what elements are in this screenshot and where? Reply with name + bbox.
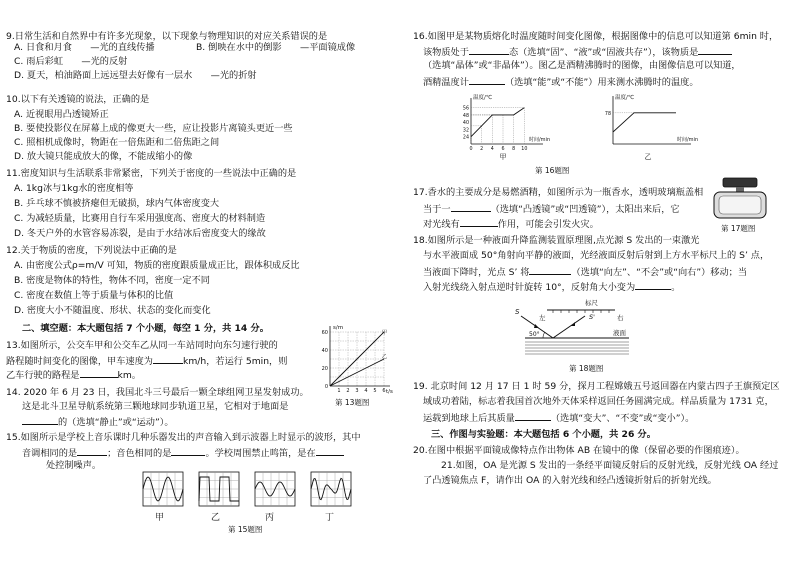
q16-line2-text-a: 该物质处于 — [423, 47, 469, 58]
q17-perfume-bottle-figure — [709, 176, 771, 220]
q17-line1: 17.香水的主要成分是易燃酒精，如图所示为一瓶香水，透明玻璃瓶盖相 — [413, 187, 704, 198]
q14-line1: 14. 2020 年 6 月 23 日，我国北斗三号最后一颗全球组网卫星发射成功。 — [6, 387, 309, 398]
q21-line1: 21.如图，OA 是光源 S 发出的一条经平面镜反射后的反射光线，反射光线 OA 经过 — [441, 460, 779, 471]
q17-blank-effect[interactable] — [460, 216, 498, 227]
q17-line2-text-a: 当于一 — [423, 204, 451, 215]
q19-line3-text-a: 运载到地球上后其质量 — [423, 413, 515, 424]
q16a-x-tick-label: 4 — [490, 147, 494, 152]
q16-line2-text-b: 态（选填“固”、“液”或“固液共存”），该物质是 — [508, 47, 699, 58]
q11-option-a: A. 1kg冰与1kg水的密度相等 — [14, 183, 134, 194]
q18-line1: 18.如图所示是一种液面升降监测装置原理图,点光源 S 发出的一束激光 — [413, 235, 700, 246]
q16-boiling-chart — [593, 92, 713, 162]
q10-option-c: C. 照相机成像时，物距在一倍焦距和二倍焦距之间 — [14, 137, 220, 148]
q12-option-a: A. 由密度公式ρ=m/V 可知，物质的密度跟质量成正比，跟体积成反比 — [14, 260, 300, 271]
q15-scope-1 — [143, 472, 183, 506]
q12-option-c: C. 密度在数值上等于质量与体积的比值 — [14, 290, 174, 301]
q12-stem-b: 下列说法中正确的是 — [94, 245, 177, 256]
q18-line3-text-b: （选填“向左”、“不会”或“向右”）移动；当 — [571, 267, 748, 278]
q13-line2-text-a: 路程随时间变化的图像，甲车速度为 — [6, 356, 153, 367]
q16-line4-text-a: 酒精温度计 — [423, 77, 469, 88]
q13-y-tick-label: 40 — [321, 348, 328, 354]
q10-stem: 10.以下有关透镜的说法，正确的是 — [6, 94, 150, 105]
q18-line3-text-a: 当液面下降时，光点 S’ 将 — [423, 267, 530, 278]
q13-series-label-1: 甲 — [382, 330, 388, 336]
q15-scope-2 — [199, 472, 239, 506]
q11-stem: 11.密度知识与生活联系非常紧密，下列关于密度的一些说法中正确的是 — [6, 168, 297, 179]
q15-blank-timbre[interactable] — [171, 445, 205, 456]
q16-line1: 16.如图甲是某物质熔化时温度随时间变化图像，根据图像中的信息可以知道第 6min 时， — [413, 31, 779, 42]
q13-line3-text-b: km。 — [117, 370, 141, 381]
q20-text: 20.在图中根据平面镜成像特点作出物体 AB 在镜中的像（保留必要的作图痕迹）。 — [413, 445, 745, 456]
q15-label-bing: 丙 — [265, 513, 275, 523]
q15-line2-text-b: ；音色相同的是 — [107, 448, 172, 459]
q16b-sub-label: 乙 — [644, 153, 652, 161]
q17-line2 — [423, 201, 680, 217]
q11-option-b: B. 乒乓球不慎被挤瘪但无破损，球内气体密度变大 — [14, 198, 220, 209]
q19-line1: 19. 北京时间 12 月 17 日 1 时 59 分，探月工程嫦娥五号返回器在内蒙古四子王旗预定区 — [413, 381, 780, 392]
q16-line4-text-b: （选填“能”或“不能”）用来测水沸腾时的温度。 — [504, 77, 699, 88]
q14-line3-text: 的（选填“静止”或“运动”）。 — [58, 417, 174, 428]
q18-line4-text-a: 入射光线绕入射点逆时针旋转 10°，反射角大小变为 — [423, 282, 636, 293]
q18-line2: 与水平液面成 50°角射向平静的液面，光经液面反射后射到上方水平标尺上的 S’ 点， — [423, 250, 770, 261]
q13-line1: 13.如图所示，公交车甲和公交车乙从同一车站同时向东匀速行驶的 — [6, 340, 278, 351]
q19-line2: 域成功着陆，标志着我国首次地外天体采样返回任务圆满完成。样品质量为 1731 克， — [423, 396, 774, 407]
q13-y-tick-label: 20 — [321, 366, 328, 372]
q13-blank-speed[interactable] — [153, 353, 183, 364]
q16a-x-tick-label: 6 — [501, 147, 505, 152]
q9-option-a: A. 日食和月食 —光的直线传播 — [14, 42, 155, 53]
q13-x-tick-label: 2 — [346, 388, 350, 394]
q18-blank-direction[interactable] — [529, 264, 571, 275]
q15-line2-text-c: 。学校周围禁止鸣笛，是在 — [205, 448, 316, 459]
q13-caption: 第 13题图 — [335, 398, 370, 407]
q15-blank-pitch[interactable] — [77, 445, 107, 456]
q14-blank[interactable] — [22, 414, 58, 425]
q16b-y-axis-label: 温度/℃ — [615, 95, 635, 101]
q10-option-b: B. 要使投影仪在屏幕上成的像更大一些，应让投影片离镜头更近一些 — [14, 123, 293, 134]
q16-line2 — [423, 44, 732, 60]
q18-label-liquid: 液面 — [613, 329, 626, 337]
q16a-y-tick-label: 48 — [462, 113, 469, 119]
q9-option-d: D. 夏天，柏油路面上远远望去好像有一层水 —光的折射 — [14, 70, 257, 81]
q15-blank-noise[interactable] — [316, 445, 344, 456]
q18-liquid-level-figure — [509, 296, 649, 360]
q19-line3-text-b: （选填“变大”、“不变”或“变小”）。 — [550, 413, 695, 424]
q14-line2: 这是北斗卫星导航系统第三颗地球同步轨道卫星，它相对于地面是 — [22, 401, 289, 412]
q16b-series-line — [613, 113, 676, 132]
q16-melting-chart — [453, 92, 563, 162]
q16a-y-tick-label: 40 — [462, 121, 469, 127]
q13-x-axis-label: t/s — [386, 389, 393, 395]
q15-line1: 15.如图所示是学校上音乐课时几种乐器发出的声音输入到示波器上时显示的波形，其中 — [6, 432, 361, 443]
q16a-y-tick-label: 24 — [462, 135, 469, 141]
q15-caption: 第 15题图 — [228, 525, 263, 534]
q18-label-ruler: 标尺 — [585, 299, 598, 307]
q10-option-a: A. 近视眼用凸透镜矫正 — [14, 109, 109, 120]
q15-label-jia: 甲 — [155, 513, 165, 523]
q18-label-s: S — [515, 308, 520, 316]
q13-series-label-2: 乙 — [382, 354, 388, 360]
q13-x-tick-label: 5 — [373, 388, 377, 394]
q18-label-angle: 50° — [529, 331, 540, 338]
q16a-x-tick-label: 2 — [480, 147, 484, 152]
q9-option-c: C. 雨后彩虹 —光的反射 — [14, 56, 128, 67]
q11-option-d: D. 冬天户外的水管容易冻裂，是由于水结冰后密度变大的缘故 — [14, 228, 266, 239]
q15-scope-4 — [311, 472, 351, 506]
q18-label-left: 左 — [539, 314, 546, 322]
q16a-sub-label: 甲 — [499, 153, 507, 161]
q21-line2: 了凸透镜焦点 F，请作出 OA 的入射光线和经凸透镜折射后的折射光线。 — [423, 475, 717, 486]
q14-line3 — [22, 414, 174, 430]
q16b-y-tick-label: 78 — [604, 111, 611, 117]
q16a-y-axis-label: 温度/℃ — [473, 95, 493, 101]
q17-line3 — [423, 216, 599, 232]
q16-line3: （选填“晶体”或“非晶体”）。图乙是酒精沸腾时的图像，由图像信息可以知道， — [423, 60, 741, 71]
q16a-x-axis-label: 时间/min — [529, 137, 551, 143]
q15-label-yi: 乙 — [211, 513, 221, 523]
q12-option-b: B. 密度是物体的特性，物体不同，密度一定不同 — [14, 275, 210, 286]
q10-option-d: D. 放大镜只能成放大的像，不能成缩小的像 — [14, 151, 193, 162]
q12-option-d: D. 密度大小不随温度、形状、状态的变化而变化 — [14, 305, 211, 316]
q16-blank-crystal[interactable] — [698, 44, 732, 55]
q18-label-right: 右 — [617, 314, 624, 322]
q13-y-axis-label: s/m — [333, 325, 344, 331]
q15-line3: 处控制噪声。 — [46, 460, 102, 471]
q16a-x-tick-label: 10 — [521, 147, 528, 152]
q16a-series-line — [471, 108, 524, 137]
q17-blank-lens[interactable] — [451, 201, 491, 212]
q18-caption: 第 18题图 — [569, 364, 604, 373]
q15-label-ding: 丁 — [325, 513, 335, 523]
q16-blank-state[interactable] — [469, 44, 509, 55]
q19-line3 — [423, 410, 694, 426]
q12-stem-a: 12.关于物质的密度， — [6, 245, 95, 256]
q13-line2-text-b: km/h，若运行 5min，则 — [183, 356, 288, 367]
q15-scope-3 — [255, 472, 295, 506]
q13-x-tick-label: 6 — [382, 388, 386, 394]
q16-blank-thermometer[interactable] — [469, 74, 505, 85]
q16-line4 — [423, 74, 699, 90]
q16a-x-tick-label: 0 — [469, 147, 473, 152]
q16a-y-tick-label: 56 — [462, 106, 469, 112]
q13-y-tick-label: 60 — [321, 330, 328, 336]
q18-line4 — [423, 279, 680, 295]
q12-stem — [6, 244, 177, 258]
q15-line2-text-a: 音调相同的是 — [22, 448, 78, 459]
q17-line3-text-b: 作用，可能会引发火灾。 — [497, 219, 599, 230]
q16a-x-tick-label: 8 — [512, 147, 516, 152]
section-drawing-heading: 三、作图与实验题：本大题包括 6 个小题，共 26 分。 — [431, 429, 656, 440]
q19-blank-mass[interactable] — [515, 410, 551, 421]
q13-line3 — [6, 367, 141, 383]
section-fill-in-heading: 二、填空题：本大题包括 7 个小题，每空 1 分，共 14 分。 — [22, 323, 269, 334]
q13-x-tick-label: 4 — [364, 388, 368, 394]
q17-caption: 第 17题图 — [721, 224, 756, 233]
q16b-x-axis-label: 时间/min — [677, 137, 699, 143]
q13-blank-distance[interactable] — [80, 367, 118, 378]
q9-option-b: B. 倒映在水中的倒影 —平面镜成像 — [196, 42, 356, 53]
q13-line3-text-a: 乙车行驶的路程是 — [6, 370, 80, 381]
q17-line3-text-a: 对光线有 — [423, 219, 460, 230]
q17-line2-text-b: （选填“凸透镜”或“凹透镜”），太阳出来后，它 — [490, 204, 680, 215]
q13-st-chart — [318, 322, 392, 398]
q18-blank-angle[interactable] — [635, 279, 671, 290]
q16a-y-tick-label: 32 — [462, 128, 469, 134]
q18-label-sprime: S' — [589, 313, 595, 321]
q13-x-tick-label: 3 — [355, 388, 359, 394]
q9-stem: 9.日常生活和自然界中有许多光现象，以下现象与物理知识的对应关系错误的是 — [6, 31, 328, 42]
q13-y-tick-label: 0 — [324, 384, 328, 390]
q11-option-c: C. 为减轻质量，比赛用自行车采用强度高、密度大的材料制造 — [14, 213, 266, 224]
q13-x-tick-label: 1 — [337, 388, 341, 394]
q16-caption: 第 16题图 — [535, 166, 570, 175]
q18-line3 — [423, 264, 747, 280]
q18-line4-text-b: 。 — [671, 282, 681, 293]
